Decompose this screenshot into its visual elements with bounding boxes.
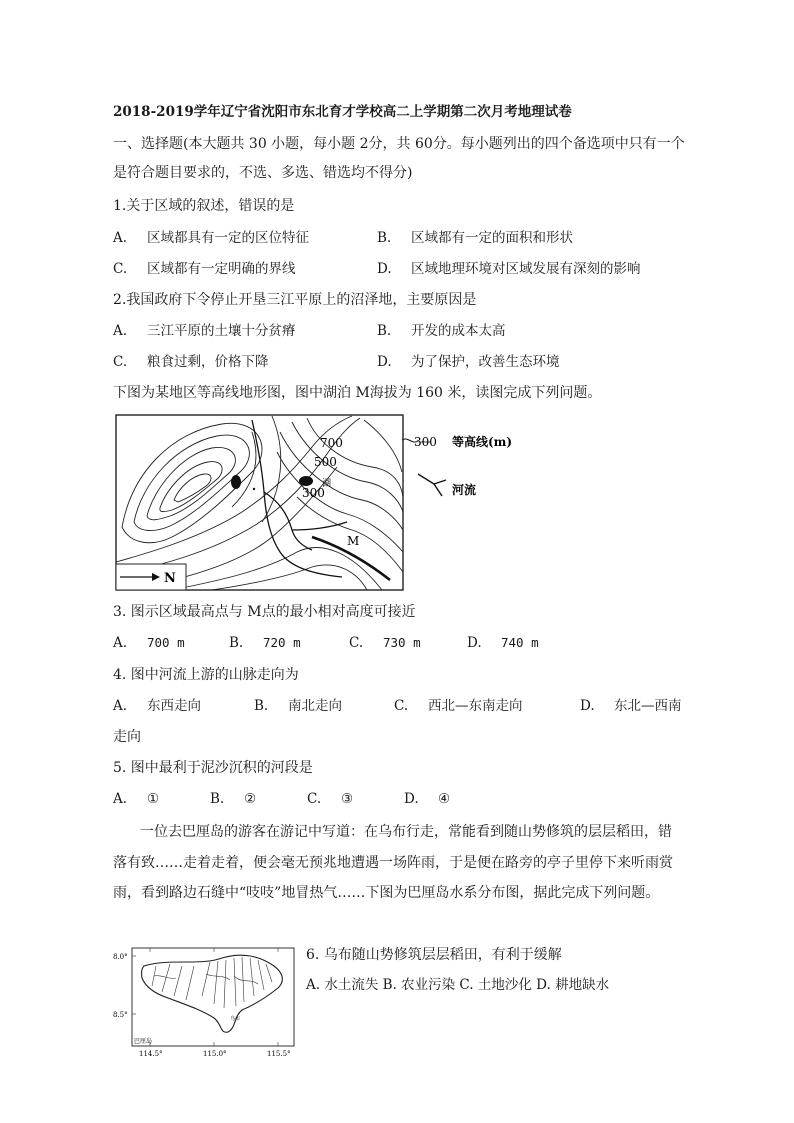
q2-option-c: C. 粮食过剩，价格下降: [113, 354, 269, 370]
q3-option-d: D. 740 m: [467, 635, 539, 651]
contour-label-700: 700: [320, 436, 343, 450]
q1-option-a: A. 区域都具有一定的区位特征: [113, 230, 309, 246]
ubud-label: 乌布: [230, 1016, 241, 1022]
map1-intro: 下图为某地区等高线地形图，图中湖泊 M海拔为 160 米，读图完成下列问题。: [113, 385, 602, 401]
lat-8-0-label: 8.0°: [113, 953, 128, 961]
q3-option-c: C. 730 m: [349, 635, 421, 651]
bali-label: 巴厘岛: [134, 1038, 153, 1045]
q4-option-d-cont: 走向: [113, 729, 141, 745]
section-instructions-line2: 是符合题目要求的，不选、多选、错选均不得分): [113, 165, 413, 181]
lon-115-0-label: 115.0°: [203, 1050, 227, 1058]
q2-option-d: D. 为了保护，改善生态环境: [377, 354, 560, 370]
q5-option-d: D. ④: [404, 791, 451, 807]
lat-8-5-label: 8.5°: [113, 1011, 128, 1019]
contour-label-300: 300: [302, 486, 325, 500]
q1-option-b: B. 区域都有一定的面积和形状: [377, 230, 573, 246]
q3-stem: 3. 图示区域最高点与 M点的最小相对高度可接近: [113, 604, 416, 620]
q3-option-a: A. 700 m: [113, 635, 185, 651]
point-m-label: M: [347, 534, 360, 548]
legend-river-label: 河流: [452, 483, 477, 497]
north-label: N: [164, 571, 176, 586]
contour-map: [112, 412, 692, 592]
q4-option-d: D. 东北—西南: [580, 698, 682, 714]
q5-option-c: C. ③: [307, 791, 354, 807]
lon-115-5-label: 115.5°: [267, 1050, 291, 1058]
q5-option-a: A. ①: [113, 791, 160, 807]
legend-contour-value: 300: [414, 435, 437, 449]
q4-option-c: C. 西北—东南走向: [394, 698, 523, 714]
section-instructions-line1: 一、选择题(本大题共 30 小题，每小题 2分，共 60分。每小题列出的四个备选项中只有一个: [113, 136, 685, 152]
q1-option-d: D. 区域地理环境对区域发展有深刻的影响: [377, 261, 641, 277]
q2-stem: 2.我国政府下令停止开垦三江平原上的沼泽地，主要原因是: [113, 292, 477, 308]
q5-option-b: B. ②: [210, 791, 257, 807]
passage-line2: 落有致……走着走着，便会毫无预兆地遭遇一场阵雨，于是便在路旁的亭子里停下来听雨赏: [113, 855, 673, 871]
q4-option-a: A. 东西走向: [113, 698, 201, 714]
contour-label-500: 500: [314, 455, 337, 469]
passage-line1: 一位去巴厘岛的游客在游记中写道：在乌布行走，常能看到随山势修筑的层层稻田，错: [140, 824, 672, 840]
q3-option-b: B. 720 m: [229, 635, 301, 651]
passage-line3: 雨，看到路边石缝中“吱吱”地冒热气……下图为巴厘岛水系分布图，据此完成下列问题。: [113, 885, 660, 901]
q5-stem: 5. 图中最利于泥沙沉积的河段是: [113, 760, 313, 776]
q4-option-b: B. 南北走向: [254, 698, 342, 714]
q2-option-a: A. 三江平原的土壤十分贫瘠: [113, 323, 296, 339]
q1-option-c: C. 区域都有一定明确的界线: [113, 261, 296, 277]
q6-stem: 6. 乌布随山势修筑层层稻田，有利于缓解: [306, 947, 562, 963]
legend-river-icon: [418, 474, 446, 496]
q4-stem: 4. 图中河流上游的山脉走向为: [113, 667, 299, 683]
q1-stem: 1.关于区域的叙述，错误的是: [113, 198, 295, 214]
page-title: 2018-2019学年辽宁省沈阳市东北育才学校高二上学期第二次月考地理试卷: [113, 104, 572, 120]
bali-map: [110, 944, 300, 1062]
q2-option-b: B. 开发的成本太高: [377, 323, 506, 339]
lake-label: 湖: [322, 479, 332, 489]
legend-contour-label: 等高线(m): [452, 435, 513, 449]
q6-options: A. 水土流失 B. 农业污染 C. 土地沙化 D. 耕地缺水: [306, 977, 610, 993]
lon-114-5-label: 114.5°: [139, 1050, 163, 1058]
